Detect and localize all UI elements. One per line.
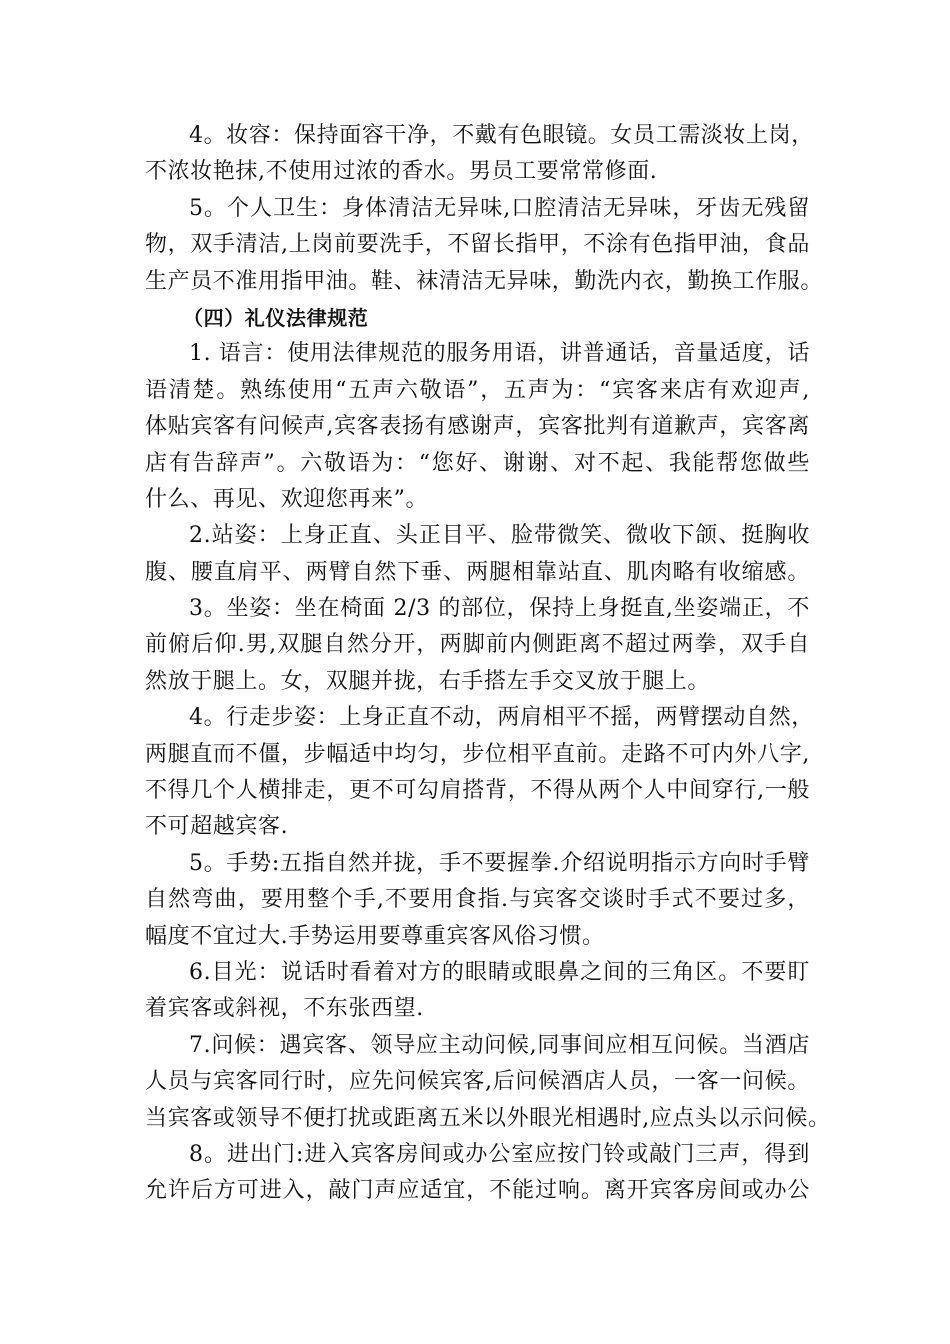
paragraph-walking-line-2: 两腿直而不僵，步幅适中均匀，步位相平直前。走路不可内外八字,: [145, 741, 810, 767]
paragraph-standing-line-2: 腹、腰直肩平、两臂自然下垂、两腿相靠站直、肌肉略有收缩感。: [145, 559, 810, 585]
paragraph-language-line-1: 1. 语言：使用法律规范的服务用语，讲普通话，音量适度，话: [189, 341, 810, 367]
paragraph-language-line-2: 语清楚。熟练使用“五声六敬语”，五声为：“宾客来店有欢迎声,: [145, 377, 810, 403]
paragraph-sitting-line-3: 然放于腿上。女，双腿并拢，右手搭左手交叉放于腿上。: [145, 668, 711, 694]
paragraph-greeting-line-1: 7.问候：遇宾客、领导应主动问候,同事间应相互问候。当酒店: [189, 1032, 810, 1058]
paragraph-greeting-line-3: 当宾客或领导不便打扰或距离五米以外眼光相遇时,应点头以示问候。: [145, 1105, 831, 1131]
paragraph-hygiene-line-3: 生产员不准用指甲油。鞋、袜清洁无异味，勤洗内衣，勤换工作服。: [145, 268, 824, 294]
paragraph-walking-line-4: 不可超越宾客.: [145, 814, 289, 840]
paragraph-hygiene-line-1: 5。个人卫生：身体清洁无异味,口腔清洁无异味，牙齿无残留: [189, 195, 810, 221]
paragraph-language-line-4: 店有告辞声”。六敬语为：“您好、谢谢、对不起、我能帮您做些: [145, 450, 810, 476]
paragraph-gesture-line-2: 自然弯曲，要用整个手,不要用食指.与宾客交谈时手式不要过多，: [145, 887, 810, 913]
paragraph-walking-line-3: 不得几个人横排走，更不可勾肩搭背，不得从两个人中间穿行,一般: [145, 778, 810, 804]
paragraph-gaze-line-1: 6.目光：说话时看着对方的眼睛或眼鼻之间的三角区。不要盯: [189, 959, 810, 985]
document-page: [145, 118, 831, 1210]
paragraph-greeting-line-2: 人员与宾客同行时，应先问候宾客,后问候酒店人员，一客一问候。: [145, 1069, 810, 1095]
paragraph-walking-line-1: 4。行走步姿：上身正直不动，两肩相平不摇，两臂摆动自然，: [189, 705, 814, 731]
section-heading: （四）礼仪法律规范: [183, 305, 369, 330]
paragraph-standing-line-1: 2.站姿：上身正直、头正目平、脸带微笑、微收下颌、挺胸收: [189, 523, 810, 549]
paragraph-sitting-line-1: 3。坐姿：坐在椅面 2/3 的部位，保持上身挺直,坐姿端正，不: [189, 596, 810, 622]
paragraph-door-line-1: 8。进出门:进入宾客房间或办公室应按门铃或敲门三声，得到: [189, 1141, 810, 1167]
paragraph-gaze-line-2: 着宾客或斜视，不东张西望.: [145, 996, 424, 1022]
paragraph-hygiene-line-2: 物，双手清洁,上岗前要洗手，不留长指甲，不涂有色指甲油，食品: [145, 232, 810, 258]
paragraph-sitting-line-2: 前俯后仰.男,双腿自然分开，两脚前内侧距离不超过两拳，双手自: [145, 632, 810, 658]
paragraph-gesture-line-1: 5。手势:五指自然并拢，手不要握拳.介绍说明指示方向时手臂: [189, 850, 810, 876]
paragraph-gesture-line-3: 幅度不宜过大.手势运用要尊重宾客风俗习惯。: [145, 923, 605, 949]
paragraph-language-line-5: 什么、再见、欢迎您再来”。: [145, 486, 429, 512]
paragraph-makeup-line-2: 不浓妆艳抹,不使用过浓的香水。男员工要常常修面.: [145, 159, 658, 185]
paragraph-makeup-line-1: 4。妆容：保持面容干净，不戴有色眼镜。女员工需淡妆上岗，: [189, 123, 814, 148]
paragraph-door-line-2: 允许后方可进入，敲门声应适宜，不能过响。离开宾客房间或办公: [145, 1178, 810, 1204]
paragraph-language-line-3: 体贴宾客有问候声,宾客表扬有感谢声，宾客批判有道歉声，宾客离: [145, 414, 810, 440]
